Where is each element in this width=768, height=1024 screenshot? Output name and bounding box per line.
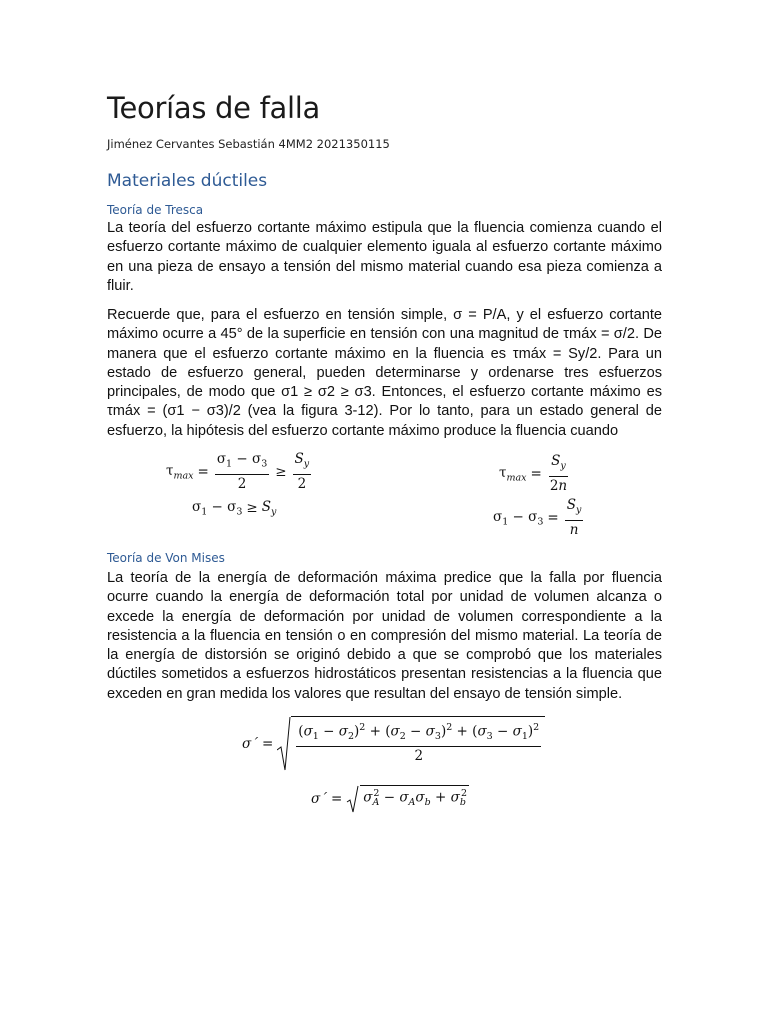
document-title: Teorías de falla [107, 91, 320, 125]
equation-von-mises-plane: σ´ = $\sigma_A^2 - \sigma_A\sigma_b + \sigma_b^2$ [311, 785, 469, 813]
paragraph-von-mises: La teoría de la energía de deformación máxima predice que la falla por fluencia ocurre cuando la energía de deformación total por unidad de volumen alcanza o excede la energía de deformación por unidad de volumen correspondiente a la resistencia a la fluencia en tensión o en compresión del mismo material. La teoría de la energía de distorsión se originó debido a que se comprobó que los materiales dúctiles sometidos a esfuerzos hidrostáticos presentan resistencias a la fluencia que exceden en gran medida los valores que resultan del ensayo de tensión simple. [107, 570, 662, 702]
sqrt-icon [346, 785, 360, 813]
subheading-von-mises: Teoría de Von Mises [107, 551, 225, 565]
equation-von-mises-principal: σ´ = $\frac{(\sigma_1 - \sigma_2)^2 + (\sigma_2 - \sigma_3)^2 + (\sigma_3 - \sigma_1)^2}{2}$ [242, 716, 545, 772]
equation-tresca-tau-n: $\tau_{max}$ = $\frac{S_y}{2n}$ [499, 453, 568, 494]
section-heading-ductile: Materiales dúctiles [107, 171, 268, 191]
author-line: Jiménez Cervantes Sebastián 4MM2 2021350115 [107, 137, 390, 151]
equation-tresca-sigma-n: $\sigma_1 - \sigma_3$ = $\frac{S_y}{n}$ [493, 497, 582, 538]
equation-tresca-tau: $\tau_{max}$ = $\frac{\sigma_1 - \sigma_3}{2}$ ≥ $\frac{S_y}{2}$ [166, 451, 310, 492]
subheading-tresca: Teoría de Tresca [107, 203, 204, 217]
sqrt-icon [277, 716, 291, 772]
paragraph-tresca-2: Recuerde que, para el esfuerzo en tensión simple, σ = P/A, y el esfuerzo cortante máximo ocurre a 45° de la superficie en tensión con una magnitud de τmáx = σ/2. De manera que el esfuerzo cortante máximo en la fluencia es τmáx = Sy/2. Para un estado de esfuerzo general, pueden determinarse y ordenarse tres esfuerzos principales, de modo que σ1 ≥ σ2 ≥ σ3. Entonces, el esfuerzo cortante máximo es τmáx = (σ1 − σ3)/2 (vea la figura 3-12). Por lo tanto, para un estado general de esfuerzo, la hipótesis del esfuerzo cortante máximo produce la fluencia cuando [107, 307, 662, 439]
equation-tresca-sigma: $\sigma_1 - \sigma_3$ ≥ $S_y$ [192, 499, 277, 518]
paragraph-tresca-1: La teoría del esfuerzo cortante máximo estipula que la fluencia comienza cuando el esfuerzo cortante máximo de cualquier elemento iguala al esfuerzo cortante máximo en una pieza de ensayo a tensión del mismo material cuando esa pieza comienza a fluir. [107, 220, 662, 294]
